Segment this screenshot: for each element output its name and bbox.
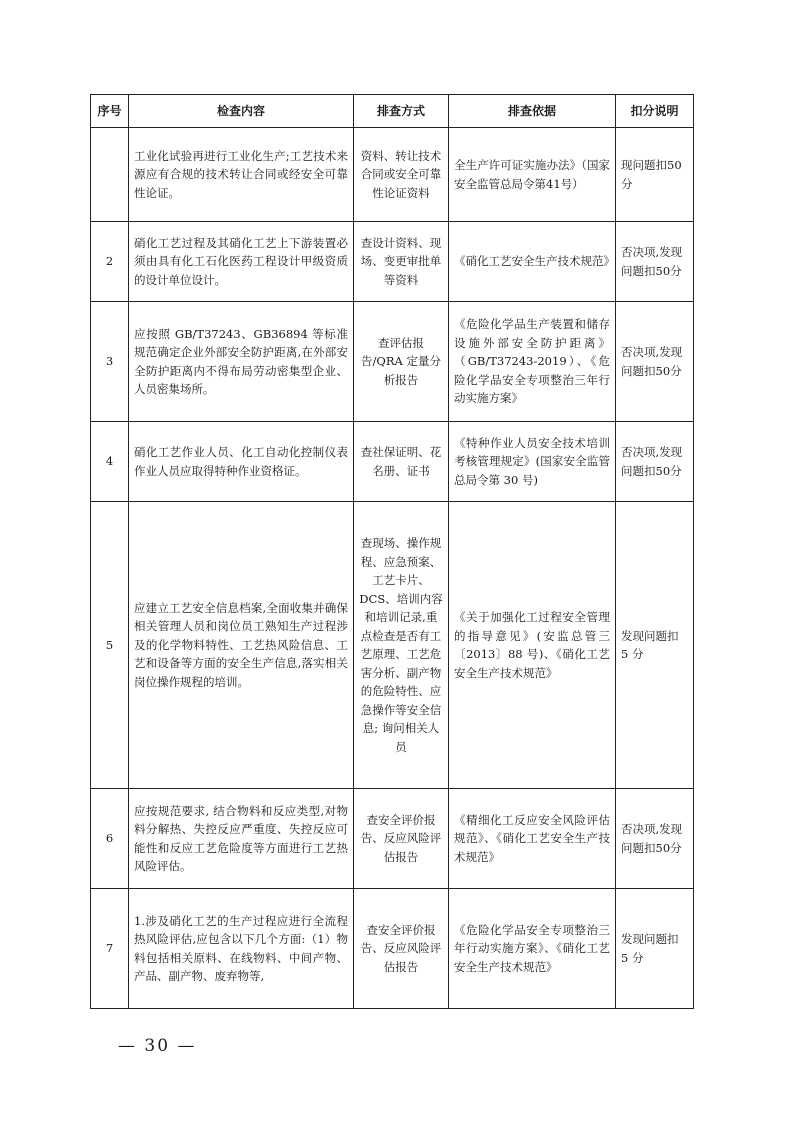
row-basis: 《关于加强化工过程安全管理的指导意见》(安监总管三〔2013〕88 号)、《硝化工艺安全生产技术规范》 <box>449 502 616 789</box>
header-penalty: 扣分说明 <box>616 95 694 128</box>
row-seq: 5 <box>91 502 129 789</box>
row-basis: 《硝化工艺安全生产技术规范》 <box>449 222 616 302</box>
table-row <box>91 889 694 1009</box>
row-method: 查安全评价报告、反应风险评估报告 <box>354 889 449 1009</box>
row-seq: 4 <box>91 422 129 502</box>
table-row <box>91 128 694 222</box>
row-content: 应按规范要求, 结合物料和反应类型,对物料分解热、失控反应严重度、失控反应可能性和反应工艺危险度等方面进行工艺热风险评估。 <box>129 789 354 889</box>
row-basis: 《精细化工反应安全风险评估规范》、《硝化工艺安全生产技术规范》 <box>449 789 616 889</box>
row-content: 1.涉及硝化工艺的生产过程应进行全流程热风险评估,应包含以下几个方面:（1）物料包括相关原料、在线物料、中间产物、产品、副产物、废弃物等, <box>129 889 354 1009</box>
row-method: 查安全评价报告、反应风险评估报告 <box>354 789 449 889</box>
row-basis: 《危险化学品生产装置和储存设施外部安全防护距离》（GB/T37243-2019）、《危险化学品安全专项整治三年行动实施方案》 <box>449 302 616 422</box>
row-penalty: 发现问题扣 5 分 <box>616 502 694 789</box>
table-row <box>91 502 694 789</box>
table-header-row <box>91 95 694 128</box>
row-method: 查设计资料、现场、变更审批单等资料 <box>354 222 449 302</box>
table-row <box>91 422 694 502</box>
inspection-table <box>90 94 694 1009</box>
row-method: 查社保证明、花名册、证书 <box>354 422 449 502</box>
table-row <box>91 222 694 302</box>
row-penalty: 否决项,发现问题扣50分 <box>616 222 694 302</box>
row-content: 硝化工艺过程及其硝化工艺上下游装置必须由具有化工石化医药工程设计甲级资质的设计单位设计。 <box>129 222 354 302</box>
row-content: 应建立工艺安全信息档案,全面收集并确保相关管理人员和岗位员工熟知生产过程涉及的化学物料特性、工艺热风险信息、工艺和设备等方面的安全生产信息,落实相关岗位操作规程的培训。 <box>129 502 354 789</box>
row-basis: 全生产许可证实施办法》（国家安全监管总局令第41号） <box>449 128 616 222</box>
row-penalty: 现问题扣50分 <box>616 128 694 222</box>
header-method: 排查方式 <box>354 95 449 128</box>
row-basis: 《特种作业人员安全技术培训考核管理规定》(国家安全监管总局令第 30 号) <box>449 422 616 502</box>
row-method: 查评估报告/QRA 定量分析报告 <box>354 302 449 422</box>
row-content: 硝化工艺作业人员、化工自动化控制仪表作业人员应取得特种作业资格证。 <box>129 422 354 502</box>
row-basis: 《危险化学品安全专项整治三年行动实施方案》、《硝化工艺安全生产技术规范》 <box>449 889 616 1009</box>
row-seq: 7 <box>91 889 129 1009</box>
row-seq: 2 <box>91 222 129 302</box>
header-basis: 排查依据 <box>449 95 616 128</box>
header-seq: 序号 <box>91 95 129 128</box>
row-penalty: 否决项,发现问题扣50分 <box>616 789 694 889</box>
header-content: 检查内容 <box>129 95 354 128</box>
row-content: 应按照 GB/T37243、GB36894 等标准规范确定企业外部安全防护距离,在外部安全防护距离内不得布局劳动密集型企业、人员密集场所。 <box>129 302 354 422</box>
row-seq: 6 <box>91 789 129 889</box>
table-row <box>91 302 694 422</box>
row-seq <box>91 128 129 222</box>
table-row <box>91 789 694 889</box>
page-number: — 30 — <box>118 1036 197 1056</box>
row-method: 查现场、操作规程、应急预案、工艺卡片、DCS、培训内容和培训记录,重点检查是否有工艺原理、工艺危害分析、副产物的危险特性、应急操作等安全信息; 询问相关人员 <box>354 502 449 789</box>
row-seq: 3 <box>91 302 129 422</box>
row-penalty: 否决项,发现问题扣50分 <box>616 422 694 502</box>
row-method: 资料、转让技术合同或安全可靠性论证资料 <box>354 128 449 222</box>
row-penalty: 发现问题扣 5 分 <box>616 889 694 1009</box>
row-content: 工业化试验再进行工业化生产;工艺技术来源应有合规的技术转让合同或经安全可靠性论证。 <box>129 128 354 222</box>
row-penalty: 否决项,发现问题扣50分 <box>616 302 694 422</box>
